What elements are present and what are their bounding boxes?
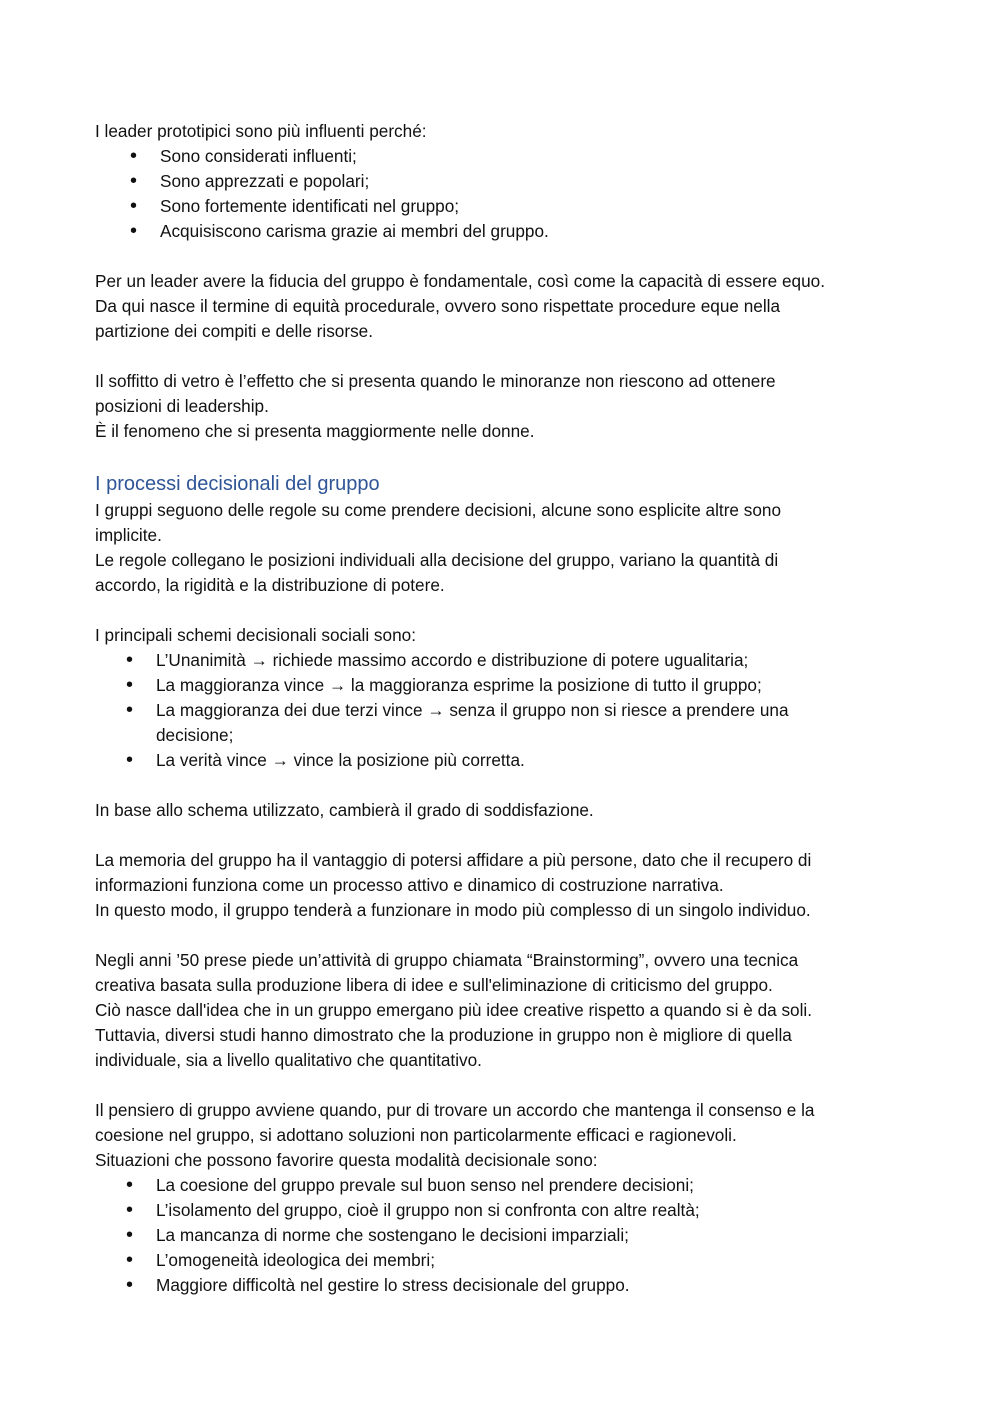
text-line: I gruppi seguono delle regole su come prendere decisioni, alcune sono esplicite altre sono — [95, 500, 782, 520]
list-item: • L’omogeneità ideologica dei membri; — [95, 1248, 895, 1273]
groupthink-factors-list — [95, 1173, 895, 1298]
scheme-desc: senza il gruppo non si riesce a prendere una decisione; — [156, 700, 789, 745]
text-line: implicite. — [95, 525, 162, 545]
text-line: accordo, la rigidità e la distribuzione di potere. — [95, 575, 445, 595]
arrow-right-icon: → — [250, 650, 268, 670]
text-line: Negli anni ’50 prese piede un’attività di gruppo chiamata “Brainstorming”, ovvero una tecnica — [95, 950, 799, 970]
text-line: Le regole collegano le posizioni individuali alla decisione del gruppo, variano la quantità di — [95, 550, 779, 570]
arrow-right-icon: → — [427, 700, 445, 720]
list-item: • Sono apprezzati e popolari; — [95, 169, 895, 194]
list-item — [95, 673, 895, 698]
list-item: • Acquisiscono carisma grazie ai membri del gruppo. — [95, 219, 895, 244]
text-line: In questo modo, il gruppo tenderà a funzionare in modo più complesso di un singolo individuo. — [95, 900, 811, 920]
document-body — [95, 119, 895, 1298]
paragraph-rules — [95, 498, 895, 598]
paragraph-memory — [95, 848, 895, 923]
list-item: • La coesione del gruppo prevale sul buon senso nel prendere decisioni; — [95, 1173, 895, 1198]
list-item — [95, 648, 895, 673]
text-line: Il soffitto di vetro è l’effetto che si presenta quando le minoranze non riescono ad ottenere — [95, 371, 776, 391]
schemes-intro: I principali schemi decisionali sociali sono: — [95, 625, 416, 645]
scheme-term: La maggioranza vince — [156, 675, 325, 695]
schemes-list — [95, 648, 895, 773]
scheme-desc: richiede massimo accordo e distribuzione di potere ugualitaria; — [272, 650, 749, 670]
text-line: creativa basata sulla produzione libera di idee e sull'eliminazione di criticismo del gruppo. — [95, 975, 773, 995]
list-item: • La mancanza di norme che sostengano le decisioni imparziali; — [95, 1223, 895, 1248]
list-item: • L’isolamento del gruppo, cioè il gruppo non si confronta con altre realtà; — [95, 1198, 895, 1223]
section-heading: I processi decisionali del gruppo — [95, 473, 380, 495]
arrow-right-icon: → — [271, 750, 289, 770]
intro-line: I leader prototipici sono più influenti perché: — [95, 121, 427, 141]
text-line: Ciò nasce dall'idea che in un gruppo emergano più idee creative rispetto a quando si è da soli. — [95, 1000, 813, 1020]
scheme-term: La maggioranza dei due terzi vince — [156, 700, 423, 720]
text-line: Il pensiero di gruppo avviene quando, pur di trovare un accordo che mantenga il consenso e la — [95, 1100, 815, 1120]
text-line: La memoria del gruppo ha il vantaggio di potersi affidare a più persone, dato che il recupero di — [95, 850, 812, 870]
text-line: individuale, sia a livello qualitativo che quantitativo. — [95, 1050, 482, 1070]
text-line: coesione nel gruppo, si adottano soluzioni non particolarmente efficaci e ragionevoli. — [95, 1125, 737, 1145]
list-item: • Maggiore difficoltà nel gestire lo stress decisionale del gruppo. — [95, 1273, 895, 1298]
text-line: Da qui nasce il termine di equità procedurale, ovvero sono rispettate procedure eque nella — [95, 296, 781, 316]
text-line: Tuttavia, diversi studi hanno dimostrato che la produzione in gruppo non è migliore di quella — [95, 1025, 792, 1045]
paragraph-brainstorming — [95, 948, 895, 1073]
scheme-term: L’Unanimità — [156, 650, 246, 670]
text-line: Per un leader avere la fiducia del gruppo è fondamentale, così come la capacità di essere equo. — [95, 271, 825, 291]
paragraph-trust — [95, 269, 895, 344]
scheme-desc: vince la posizione più corretta. — [293, 750, 525, 770]
paragraph-satisfaction: In base allo schema utilizzato, cambierà il grado di soddisfazione. — [95, 800, 594, 820]
text-line: partizione dei compiti e delle risorse. — [95, 321, 373, 341]
text-line: Situazioni che possono favorire questa modalità decisionale sono: — [95, 1150, 598, 1170]
list-item — [95, 698, 866, 748]
text-line: informazioni funziona come un processo attivo e dinamico di costruzione narrativa. — [95, 875, 724, 895]
list-item — [95, 748, 895, 773]
leader-reasons-list — [95, 144, 895, 244]
scheme-term: La verità vince — [156, 750, 267, 770]
scheme-desc: la maggioranza esprime la posizione di tutto il gruppo; — [350, 675, 762, 695]
list-item: • Sono fortemente identificati nel gruppo; — [95, 194, 895, 219]
text-line: posizioni di leadership. — [95, 396, 269, 416]
text-line: È il fenomeno che si presenta maggiormente nelle donne. — [95, 421, 535, 441]
paragraph-groupthink — [95, 1098, 895, 1173]
arrow-right-icon: → — [328, 675, 347, 695]
list-item: • Sono considerati influenti; — [95, 144, 895, 169]
paragraph-glass-ceiling — [95, 369, 895, 444]
